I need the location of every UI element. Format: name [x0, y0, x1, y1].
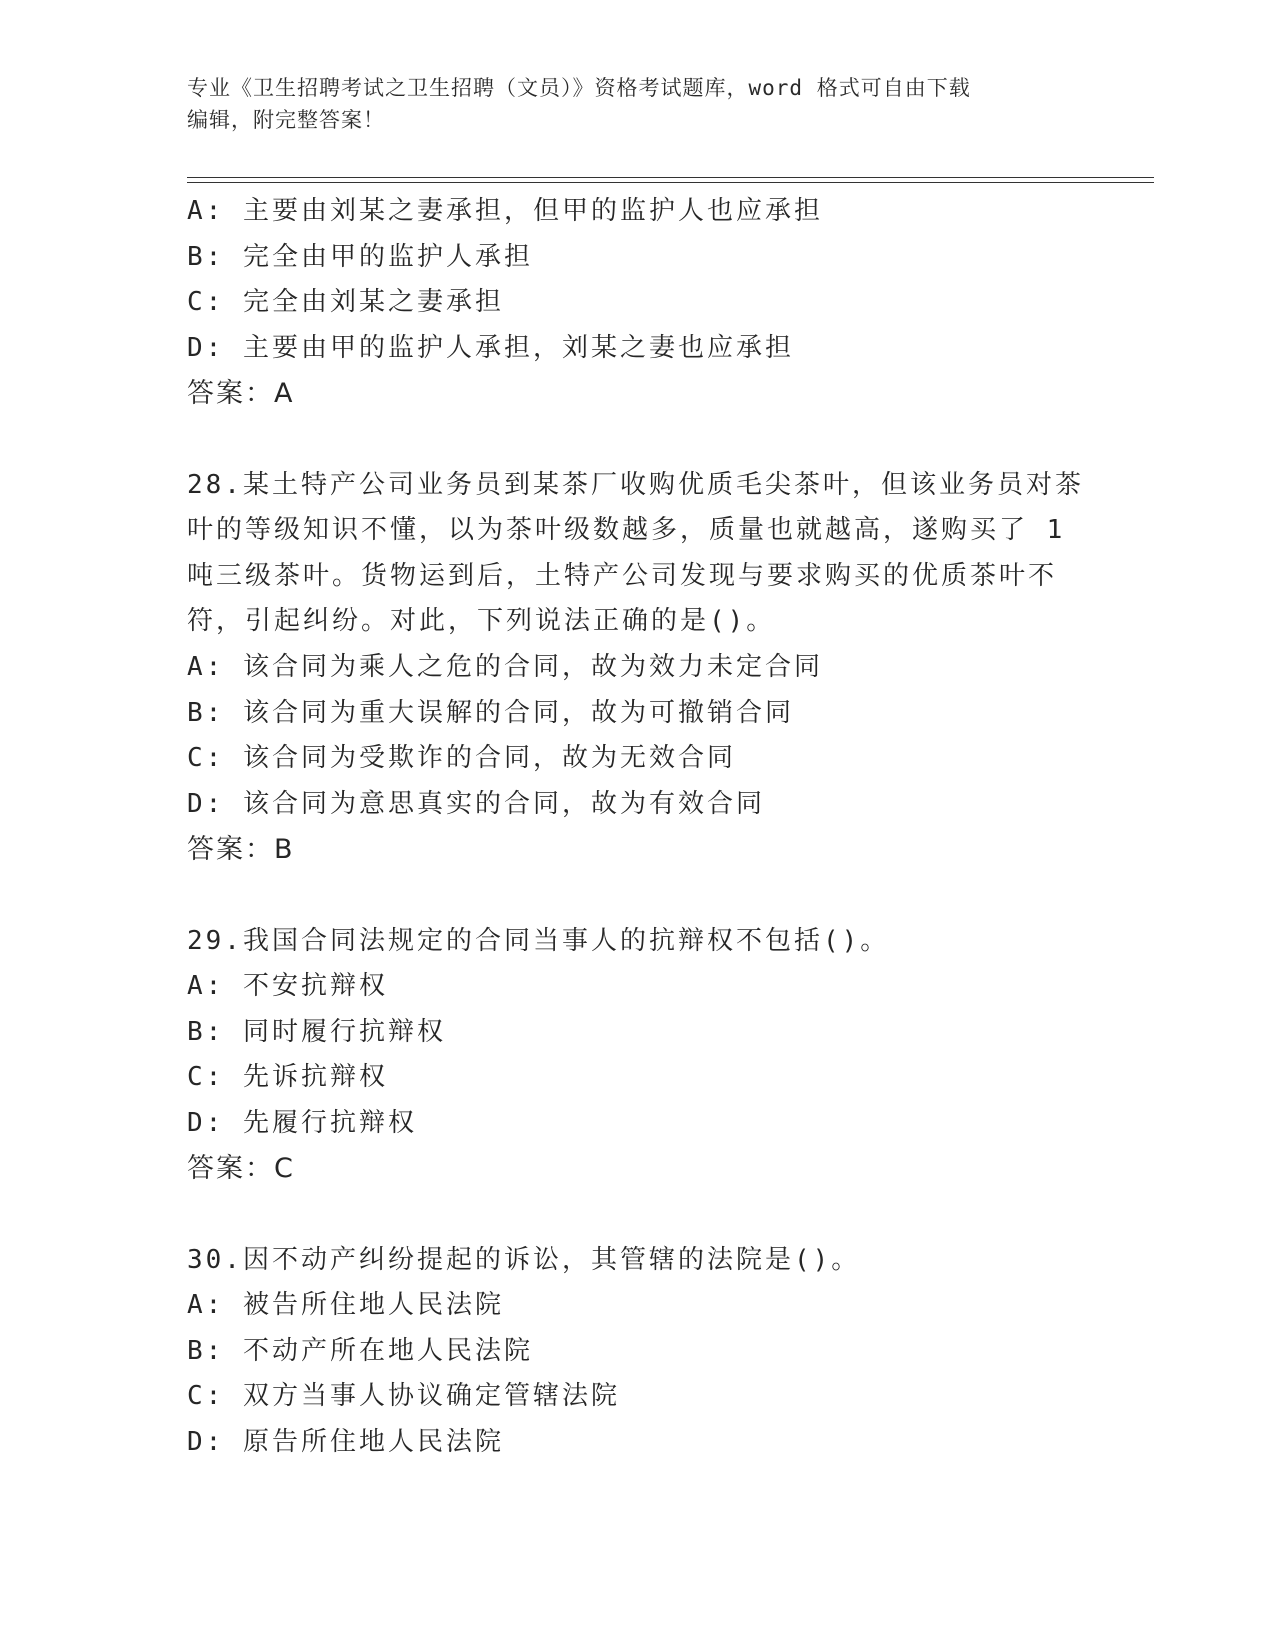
option-b: B: 不动产所在地人民法院 [187, 1335, 533, 1366]
spacer [187, 873, 1087, 919]
option-d: D: 原告所住地人民法院 [187, 1427, 504, 1458]
option-d: D: 主要由甲的监护人承担，刘某之妻也应承担 [187, 332, 794, 363]
question-29 [187, 919, 1087, 1193]
question-text-line: 叶的等级知识不懂，以为茶叶级数越多，质量也就越高，遂购买了 1 [187, 515, 1066, 546]
spacer [187, 1192, 1087, 1238]
option-b: B: 完全由甲的监护人承担 [187, 241, 533, 272]
option-a: A: 不安抗辩权 [187, 971, 388, 1002]
question-28 [187, 463, 1087, 873]
header-divider-top [187, 177, 1154, 178]
answer-label: 答案：B [187, 834, 295, 866]
question-content [187, 189, 1087, 1466]
option-d: D: 该合同为意思真实的合同，故为有效合同 [187, 788, 765, 819]
option-b: B: 同时履行抗辩权 [187, 1016, 446, 1047]
option-c: C: 先诉抗辩权 [187, 1062, 388, 1093]
header-line-1: 专业《卫生招聘考试之卫生招聘（文员）》资格考试题库，word 格式可自由下载 [187, 76, 971, 100]
question-text-line: 29.我国合同法规定的合同当事人的抗辩权不包括()。 [187, 925, 890, 956]
option-d: D: 先履行抗辩权 [187, 1107, 417, 1138]
question-30 [187, 1238, 1087, 1466]
question-text-line: 30.因不动产纠纷提起的诉讼，其管辖的法院是()。 [187, 1244, 861, 1275]
option-a: A: 主要由刘某之妻承担，但甲的监护人也应承担 [187, 196, 823, 226]
answer-label: 答案：A [187, 378, 295, 410]
header-divider-bottom [187, 182, 1154, 183]
document-header [187, 72, 1087, 136]
question-27 [187, 189, 1087, 417]
option-a: A: 被告所住地人民法院 [187, 1290, 504, 1321]
option-a: A: 该合同为乘人之危的合同，故为效力未定合同 [187, 651, 823, 682]
answer-label: 答案：C [187, 1153, 295, 1185]
option-c: C: 该合同为受欺诈的合同，故为无效合同 [187, 743, 736, 774]
header-line-2: 编辑，附完整答案！ [187, 108, 385, 132]
question-text-line: 28.某土特产公司业务员到某茶厂收购优质毛尖茶叶，但该业务员对茶 [187, 469, 1084, 500]
question-text-line: 吨三级茶叶。货物运到后，土特产公司发现与要求购买的优质茶叶不 [187, 560, 1058, 591]
option-c: C: 完全由刘某之妻承担 [187, 287, 504, 318]
option-c: C: 双方当事人协议确定管辖法院 [187, 1381, 620, 1412]
option-b: B: 该合同为重大误解的合同，故为可撤销合同 [187, 697, 794, 728]
spacer [187, 417, 1087, 463]
question-text-line: 符，引起纠纷。对此，下列说法正确的是()。 [187, 606, 776, 637]
